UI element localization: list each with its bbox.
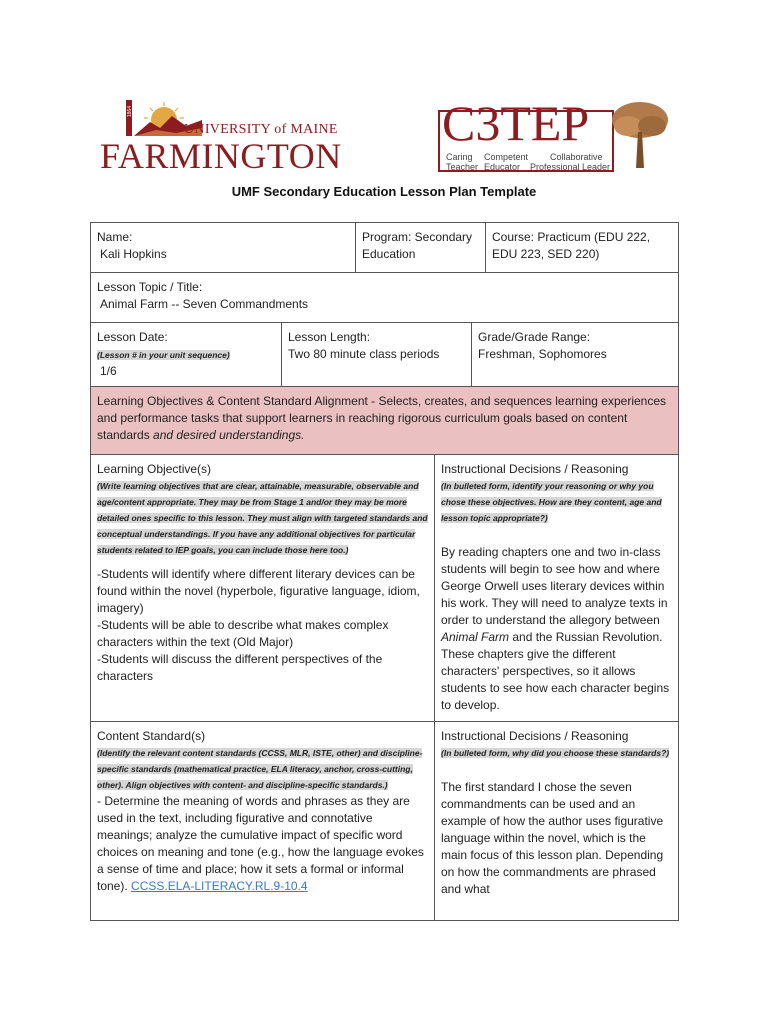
objective-2: -Students will be able to describe what makes complex characters within the text (Old Major) (97, 618, 389, 649)
row-objectives (91, 455, 678, 722)
standards-cell (91, 722, 434, 920)
standards-label: Content Standard(s) (97, 729, 206, 743)
spacer (97, 558, 428, 566)
spacer (441, 761, 672, 779)
objectives-reasoning-italic: Animal Farm (441, 630, 510, 644)
standards-reasoning-text: The first standard I chose the seven commandments can be used and an example of how the author uses figurative language within the novel, which is the main focus of this lesson plan. Depending on how the commandments are phrased and what (441, 780, 664, 896)
tree-icon (608, 98, 672, 170)
alignment-text: Learning Objectives & Content Standard Alignment - Selects, creates, and sequences learning experiences and performance tasks that support learners in reaching rigorous curriculum goals based on content standards (97, 394, 667, 442)
objectives-reasoning-text (441, 544, 672, 714)
spacer (441, 526, 672, 544)
length-label: Lesson Length: (288, 330, 371, 344)
standards-reasoning-note: (In bulleted form, why did you choose these standards?) (441, 748, 670, 758)
standard-link[interactable]: CCSS.ELA-LITERACY.RL.9-10.4 (131, 879, 308, 893)
row-date-length-grade (91, 323, 678, 387)
ctep-tagline-leader: Professional Leader (530, 162, 611, 172)
date-note: (Lesson # in your unit sequence) (97, 350, 230, 360)
topic-label: Lesson Topic / Title: (97, 280, 203, 294)
date-value: 1/6 (100, 364, 117, 378)
grade-value: Freshman, Sophomores (478, 347, 607, 361)
date-label: Lesson Date: (97, 330, 168, 344)
ctep-tagline-collaborative: Collaborative (550, 152, 603, 162)
standard-paragraph (97, 793, 428, 895)
name-label: Name: (97, 230, 133, 244)
ctep-tagline-competent: Competent (484, 152, 529, 162)
topic-cell (91, 273, 678, 322)
objectives-note-line (97, 478, 428, 558)
length-value: Two 80 minute class periods (288, 347, 440, 361)
umf-logo (100, 100, 342, 176)
standards-note: (Identify the relevant content standards (CCSS, MLR, ISTE, other) and discipline-specific standards (mathematical practice, ELA literacy, anchor, cross-cutting, other). Align objectives with content- and discipline-specific standards.) (97, 748, 423, 790)
objectives-reasoning-note-line (441, 478, 672, 526)
course-cell (485, 223, 678, 272)
row-lesson-topic (91, 273, 678, 323)
objective-1: -Students will identify where different literary devices can be found within the novel (hyperbole, figurative language, idiom, imagery) (97, 567, 420, 615)
grade-cell (471, 323, 678, 386)
objectives-note: (Write learning objectives that are clear, attainable, measurable, observable and age/content appropriate. They may be from Stage 1 and/or they may be more detailed ones specific to this lesson. They must align with targeted standards and conceptual understandings. If you have any additional objectives for particular students related to IEP goals, you can include those here too.) (97, 481, 428, 555)
objectives-reasoning-text-b: and the Russian Revolution. These chapters give the different characters' perspectives, so it allows students to see how each character begins to develop. (441, 630, 670, 712)
row-name-program-course (91, 223, 678, 273)
ctep-wordmark: C3TEP (442, 95, 590, 151)
alignment-cell (91, 387, 678, 454)
umf-campus-text: FARMINGTON (100, 136, 342, 176)
program-text: Program: Secondary Education (362, 230, 473, 261)
name-value: Kali Hopkins (100, 247, 167, 261)
length-cell (281, 323, 471, 386)
objectives-reasoning-note: (In bulleted form, identify your reasoning or why you chose these objectives. How are they content, age and lesson topic appropriate?) (441, 481, 662, 523)
ctep-tagline-caring: Caring (446, 152, 473, 162)
umf-university-text: UNIVERSITY of MAINE (184, 122, 338, 137)
ctep-tagline-teacher: Teacher (446, 162, 479, 172)
alignment-paragraph (97, 393, 672, 444)
document-title: UMF Secondary Education Lesson Plan Template (231, 184, 537, 199)
standards-note-line (97, 745, 428, 793)
lesson-plan-table (90, 222, 679, 921)
course-text: Course: Practicum (EDU 222, EDU 223, SED 220) (492, 230, 651, 261)
row-alignment-header (91, 387, 678, 455)
name-cell (91, 223, 355, 272)
date-cell (91, 323, 281, 386)
topic-value: Animal Farm -- Seven Commandments (100, 297, 309, 311)
ctep-logo (438, 95, 674, 176)
objectives-label: Learning Objective(s) (97, 462, 212, 476)
alignment-italic: and desired understandings. (153, 428, 305, 442)
objective-3: -Students will discuss the different perspectives of the characters (97, 652, 383, 683)
grade-label: Grade/Grade Range: (478, 330, 591, 344)
standard-text: - Determine the meaning of words and phrases as they are used in the text, including figurative and connotative meanings; analyze the cumulative impact of specific word choices on meaning and tone (e.g., how the language evokes a sense of time and place; how it sets a formal or informal tone). (97, 794, 424, 893)
objectives-reasoning-label: Instructional Decisions / Reasoning (441, 462, 629, 476)
ctep-tagline-educator: Educator (484, 162, 521, 172)
objectives-reasoning-text-a: By reading chapters one and two in-class students will begin to see how and where George Orwell uses literary devices within his work. They will need to analyze texts in order to understand the allegory between (441, 545, 668, 627)
umf-year: 1864 (127, 106, 133, 118)
standards-reasoning-label: Instructional Decisions / Reasoning (441, 729, 629, 743)
row-standards (91, 722, 678, 920)
program-cell (355, 223, 485, 272)
standards-reasoning-cell (434, 722, 678, 920)
objectives-cell (91, 455, 434, 721)
standards-reasoning-note-line (441, 745, 672, 761)
objectives-reasoning-cell (434, 455, 678, 721)
date-note-line (97, 346, 275, 363)
